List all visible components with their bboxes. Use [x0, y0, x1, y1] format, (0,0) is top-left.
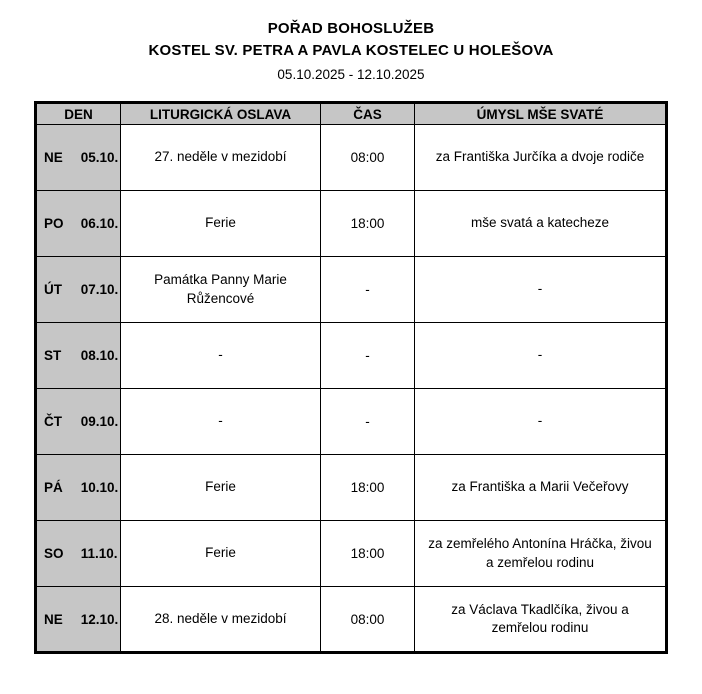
intention-cell: za Františka Jurčíka a dvoje rodiče — [415, 125, 667, 191]
day-abbr: PO — [44, 216, 64, 232]
table-row — [36, 521, 667, 587]
day-cell — [36, 191, 121, 257]
day-cell — [36, 257, 121, 323]
day-cell — [36, 323, 121, 389]
day-date: 12.10. — [80, 611, 119, 627]
day-date: 10.10. — [80, 480, 119, 496]
celebration-cell: Památka Panny Marie Růžencové — [121, 257, 321, 323]
day-abbr: ÚT — [44, 282, 62, 298]
intention-cell: - — [415, 389, 667, 455]
day-abbr: NE — [44, 611, 63, 627]
time-cell: 18:00 — [321, 521, 415, 587]
day-date: 09.10. — [80, 414, 119, 430]
day-cell — [36, 455, 121, 521]
day-date: 05.10. — [80, 150, 119, 166]
day-date: 06.10. — [80, 216, 119, 232]
table-row — [36, 257, 667, 323]
time-cell: 18:00 — [321, 191, 415, 257]
table-row — [36, 323, 667, 389]
intention-cell: - — [415, 323, 667, 389]
day-cell — [36, 125, 121, 191]
date-range: 05.10.2025 - 12.10.2025 — [277, 66, 425, 82]
time-cell: 08:00 — [321, 587, 415, 653]
document-header — [0, 18, 702, 84]
table-row — [36, 191, 667, 257]
table-row — [36, 125, 667, 191]
table-row — [36, 455, 667, 521]
intention-cell: za Františka a Marii Večeřovy — [415, 455, 667, 521]
time-cell: 08:00 — [321, 125, 415, 191]
column-header-intention: ÚMYSL MŠE SVATÉ — [415, 103, 667, 125]
column-header-time: ČAS — [321, 103, 415, 125]
day-abbr: PÁ — [44, 480, 63, 496]
celebration-cell: Ferie — [121, 521, 321, 587]
celebration-cell: Ferie — [121, 455, 321, 521]
time-cell: - — [321, 323, 415, 389]
day-date: 07.10. — [80, 282, 119, 298]
intention-cell: - — [415, 257, 667, 323]
document-title: POŘAD BOHOSLUŽEB — [267, 20, 435, 37]
celebration-cell: Ferie — [121, 191, 321, 257]
celebration-cell: - — [121, 323, 321, 389]
column-header-celebration: LITURGICKÁ OSLAVA — [121, 103, 321, 125]
day-cell — [36, 389, 121, 455]
intention-cell: mše svatá a katecheze — [415, 191, 667, 257]
day-abbr: ST — [44, 348, 62, 364]
intention-cell: za zemřelého Antonína Hráčka, živou a zemřelou rodinu — [415, 521, 667, 587]
celebration-cell: 27. neděle v mezidobí — [121, 125, 321, 191]
day-abbr: NE — [44, 150, 63, 166]
column-header-day: DEN — [36, 103, 121, 125]
celebration-cell: 28. neděle v mezidobí — [121, 587, 321, 653]
day-date: 11.10. — [80, 546, 118, 562]
celebration-cell: - — [121, 389, 321, 455]
day-date: 08.10. — [80, 348, 119, 364]
day-abbr: SO — [44, 546, 64, 562]
church-name: KOSTEL SV. PETRA A PAVLA KOSTELEC U HOLEŠOVA — [148, 41, 554, 59]
table-header-row — [36, 103, 667, 125]
table-row — [36, 587, 667, 653]
time-cell: - — [321, 389, 415, 455]
intention-cell: za Václava Tkadlčíka, živou a zemřelou rodinu — [415, 587, 667, 653]
day-cell — [36, 587, 121, 653]
day-abbr: ČT — [44, 414, 62, 430]
time-cell: 18:00 — [321, 455, 415, 521]
day-cell — [36, 521, 121, 587]
table-row — [36, 389, 667, 455]
time-cell: - — [321, 257, 415, 323]
schedule-table — [34, 101, 668, 654]
